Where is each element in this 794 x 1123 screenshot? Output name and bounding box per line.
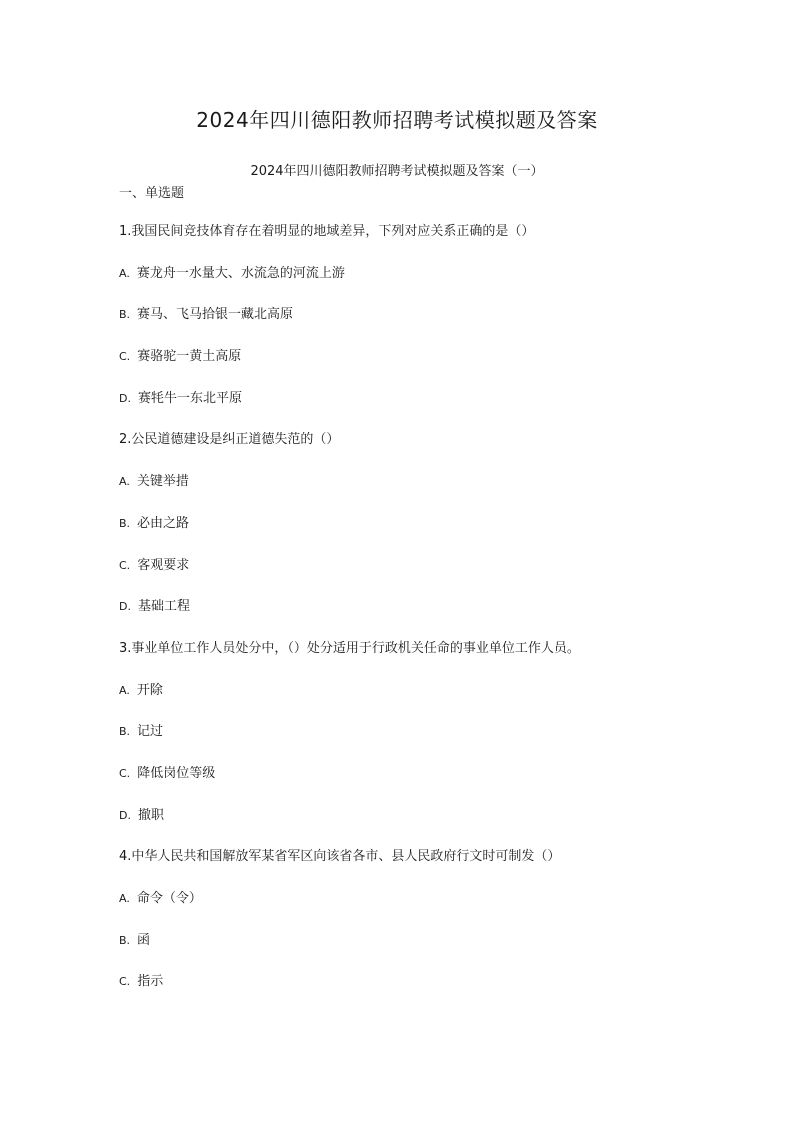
question-stem: 2.公民道德建设是纠正道德失范的（） (119, 432, 340, 448)
option-text: 必由之路 (137, 515, 190, 531)
option-letter: C. (119, 350, 131, 364)
option-b (119, 722, 719, 764)
option-text: 客观要求 (137, 557, 190, 573)
option-letter: B. (119, 933, 131, 947)
option-a (119, 889, 719, 931)
document-title: 2024年四川德阳教师招聘考试模拟题及答案 (196, 108, 598, 132)
option-letter: C. (119, 975, 131, 989)
option-b (119, 931, 719, 973)
option-text: 关键举措 (136, 474, 189, 490)
option-text: 命令（令） (136, 891, 202, 906)
option-text: 赛龙舟一水量大、水流急的河流上游 (136, 265, 345, 281)
option-text: 开除 (136, 682, 163, 698)
option-d (119, 389, 719, 431)
option-d (119, 597, 719, 639)
option-letter: A. (119, 892, 130, 905)
option-c (119, 972, 719, 1014)
option-letter: C. (119, 766, 131, 780)
option-d (119, 806, 719, 848)
option-a (119, 472, 719, 514)
option-letter: D. (119, 808, 131, 822)
option-text: 赛骆驼一黄土高原 (137, 349, 242, 365)
option-text: 指示 (137, 974, 164, 990)
option-c (119, 347, 719, 389)
option-letter: C. (119, 558, 131, 572)
document-subtitle: 2024年四川德阳教师招聘考试模拟题及答案（一） (250, 164, 544, 179)
option-letter: D. (119, 600, 131, 614)
option-c (119, 764, 719, 806)
option-text: 赛马、飞马拾银一藏北高原 (137, 307, 294, 323)
option-text: 记过 (137, 724, 164, 740)
option-text: 赛牦牛一东北平原 (137, 390, 242, 406)
question-list (119, 222, 719, 1014)
option-letter: B. (119, 516, 131, 530)
option-text: 函 (137, 932, 151, 948)
option-a (119, 681, 719, 723)
option-text: 基础工程 (137, 599, 190, 615)
option-text: 撤职 (137, 807, 164, 823)
option-letter: D. (119, 391, 131, 405)
option-letter: A. (119, 475, 130, 489)
question-stem: 4.中华人民共和国解放军某省军区向该省各市、县人民政府行文时可制发（） (119, 849, 561, 865)
option-b (119, 514, 719, 556)
option-b (119, 305, 719, 347)
option-text: 降低岗位等级 (137, 765, 216, 781)
option-c (119, 556, 719, 598)
option-letter: A. (119, 683, 130, 697)
question-stem: 3.事业单位工作人员处分中，（）处分适用于行政机关任命的事业单位工作人员。 (119, 640, 580, 656)
question-stem: 1.我国民间竞技体育存在着明显的地域差异，下列对应关系正确的是（） (119, 224, 535, 239)
option-a (119, 264, 719, 306)
option-letter: B. (119, 725, 131, 739)
option-letter: A. (119, 266, 130, 280)
option-letter: B. (119, 308, 131, 322)
section-heading: 一、单选题 (119, 186, 185, 201)
